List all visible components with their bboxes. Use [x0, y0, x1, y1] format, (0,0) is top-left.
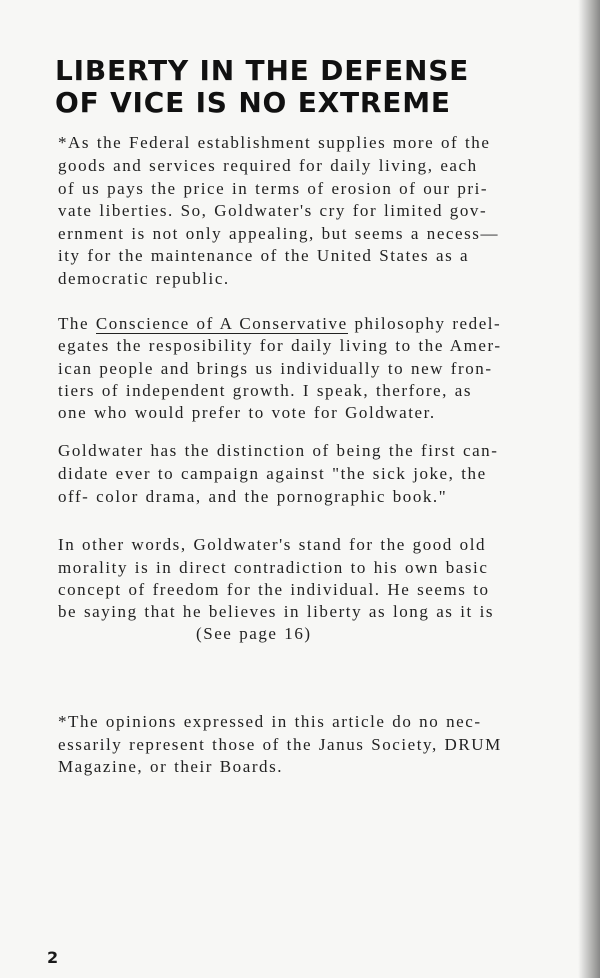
text-line: one who would prefer to vote for Goldwater.	[58, 403, 436, 422]
text-line: ican people and brings us individually to new fron-	[58, 359, 493, 378]
text-line: ernment is not only appealing, but seems a necess—	[58, 224, 499, 243]
text-line	[58, 314, 501, 334]
text-line: of us pays the price in terms of erosion of our pri-	[58, 179, 489, 198]
page-number: 2	[47, 948, 59, 967]
continued-note: (See page 16)	[196, 624, 312, 643]
book-title: Conscience of A Conservative	[95, 314, 348, 333]
text-line: concept of freedom for the individual. He seems to	[58, 580, 490, 599]
text-fragment: The	[58, 314, 96, 333]
page-binding-shadow	[578, 0, 600, 978]
article-title-line-2: OF VICE IS NO EXTREME	[55, 86, 451, 119]
text-line: democratic republic.	[58, 269, 230, 288]
text-line: Goldwater has the distinction of being the first can-	[58, 441, 499, 460]
text-line: *As the Federal establishment supplies more of the	[58, 133, 491, 152]
text-line: tiers of independent growth. I speak, therfore, as	[58, 381, 472, 400]
text-line: In other words, Goldwater's stand for the good old	[58, 535, 487, 554]
text-line: be saying that he believes in liberty as long as it is	[58, 602, 495, 621]
article-title-line-1: LIBERTY IN THE DEFENSE	[55, 54, 470, 87]
text-line: Magazine, or their Boards.	[58, 757, 284, 776]
text-line: morality is in direct contradiction to his own basic	[58, 558, 489, 577]
text-line: vate liberties. So, Goldwater's cry for limited gov-	[58, 201, 488, 220]
text-line: egates the resposibility for daily living to the Amer-	[58, 336, 502, 355]
text-line: goods and services required for daily living, each	[58, 156, 478, 175]
text-line: *The opinions expressed in this article do no nec-	[58, 712, 482, 731]
text-line: off- color drama, and the pornographic book."	[58, 487, 448, 506]
text-line: didate ever to campaign against "the sick joke, the	[58, 464, 487, 483]
text-line: essarily represent those of the Janus Society, DRUM	[58, 735, 502, 754]
text-fragment: philosophy redel-	[347, 314, 502, 333]
text-line: ity for the maintenance of the United States as a	[58, 246, 470, 265]
